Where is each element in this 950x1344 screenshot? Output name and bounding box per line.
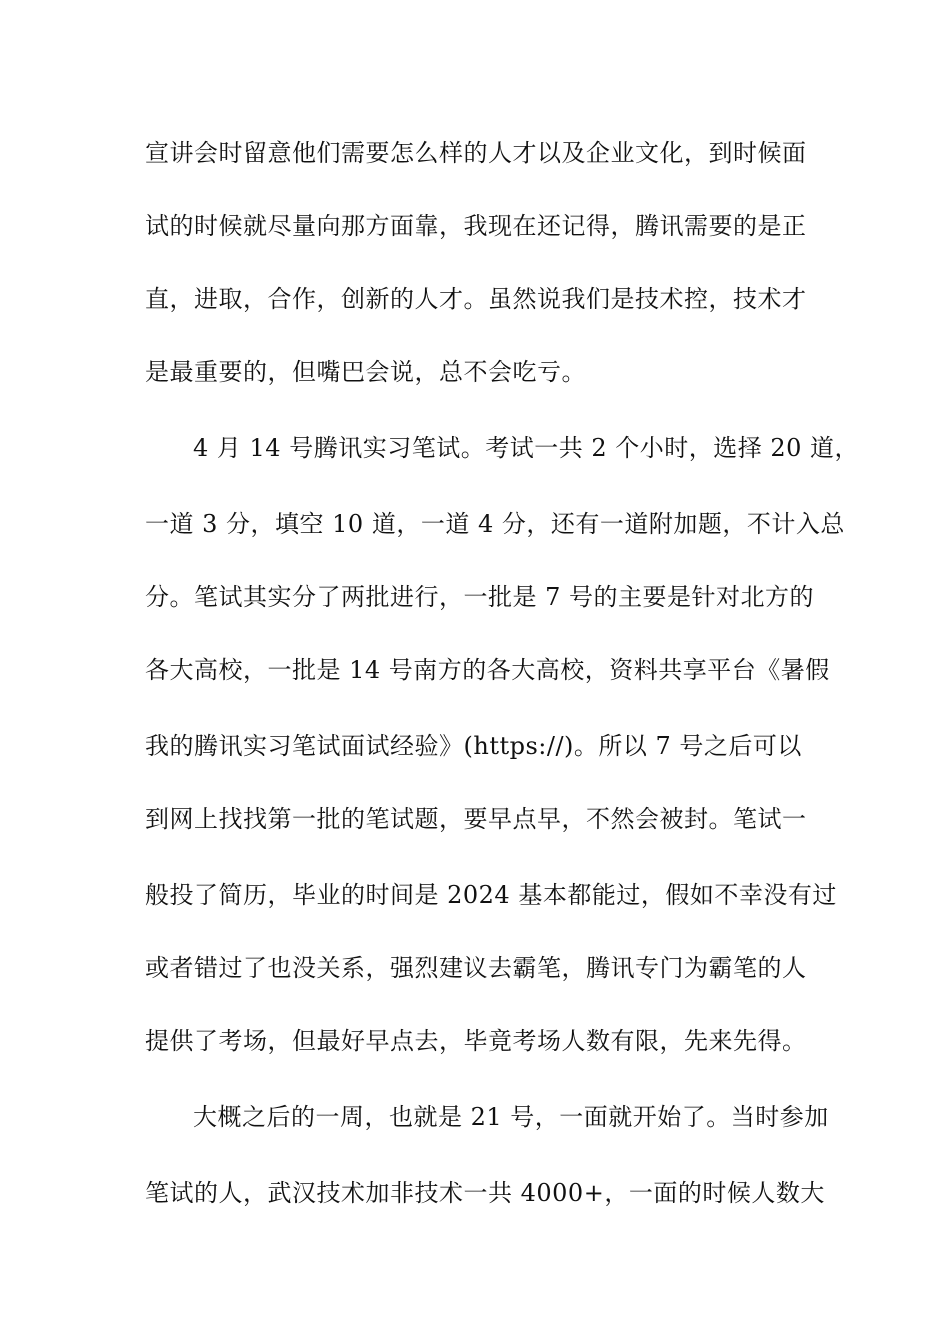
text-line: 直，进取，合作，创新的人才。虽然说我们是技术控，技术才 [145, 285, 807, 313]
text-line: 一道 3 分，填空 10 道，一道 4 分，还有一道附加题，不计入总 [145, 510, 845, 538]
text-line: 我的腾讯实习笔试面试经验》(https://)。所以 7 号之后可以 [145, 732, 802, 760]
text-line: 试的时候就尽量向那方面靠，我现在还记得，腾讯需要的是正 [145, 212, 807, 240]
text-line: 到网上找找第一批的笔试题，要早点早，不然会被封。笔试一 [145, 805, 807, 833]
text-line: 般投了简历，毕业的时间是 2024 基本都能过，假如不幸没有过 [145, 881, 837, 909]
text-line: 各大高校，一批是 14 号南方的各大高校，资料共享平台《暑假 [145, 656, 830, 684]
text-line: 或者错过了也没关系，强烈建议去霸笔，腾讯专门为霸笔的人 [145, 954, 807, 982]
text-line: 笔试的人，武汉技术加非技术一共 4000+，一面的时候人数大 [145, 1179, 825, 1207]
paragraph-first-line: 4 月 14 号腾讯实习笔试。考试一共 2 个小时，选择 20 道， [193, 434, 860, 462]
text-line: 分。笔试其实分了两批进行，一批是 7 号的主要是针对北方的 [145, 583, 815, 611]
paragraph-first-line: 大概之后的一周，也就是 21 号，一面就开始了。当时参加 [193, 1103, 829, 1131]
text-line: 是最重要的，但嘴巴会说，总不会吃亏。 [145, 358, 586, 386]
text-line: 提供了考场，但最好早点去，毕竟考场人数有限，先来先得。 [145, 1027, 807, 1055]
text-line: 宣讲会时留意他们需要怎么样的人才以及企业文化，到时候面 [145, 139, 807, 167]
